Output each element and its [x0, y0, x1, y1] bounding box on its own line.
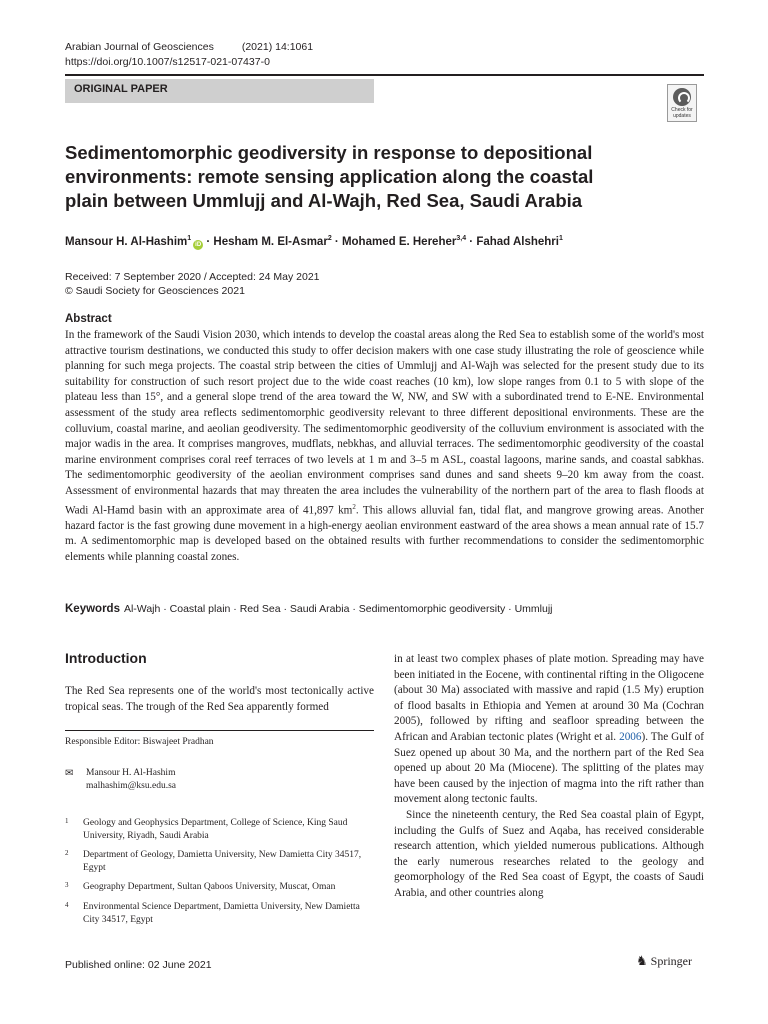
- published-date: Published online: 02 June 2021: [65, 959, 212, 971]
- keywords: [65, 602, 705, 617]
- journal-issue: (2021) 14:1061: [241, 41, 314, 53]
- contact-email[interactable]: malhashim@ksu.edu.sa: [86, 781, 177, 791]
- affiliation: [65, 881, 374, 894]
- author-affiliation-sup: 2: [327, 235, 332, 242]
- keywords-label: Keywords: [65, 603, 120, 615]
- journal-header: [65, 40, 313, 70]
- author-name[interactable]: Fahad Alshehri: [476, 236, 559, 248]
- introduction-paragraph: [394, 652, 704, 808]
- footnote-rule: [65, 730, 374, 731]
- author-name[interactable]: Mansour H. Al-Hashim: [65, 236, 188, 248]
- article-dates: [65, 271, 320, 298]
- contact-name: Mansour H. Al-Hashim: [86, 768, 176, 778]
- introduction-left-text: The Red Sea represents one of the world's most tectonically active tropical seas. The trough of the Red Sea apparently formed: [65, 685, 374, 713]
- intro-text: in at least two complex phases of plate motion. Spreading may have been initiated in the Eocene, with continental rifting in the Oligocene (about 30 Ma) associated with massive and rapid (1.5 My) eruption of flood basalts in Ethiopia and Yemen at around 30 Ma (Cochran 2005), followed by rifting and seafloor spreading between the African and Arabian tectonic plates (Wright et al.: [394, 653, 704, 743]
- envelope-icon: ✉: [65, 768, 74, 779]
- check-updates-icon: [673, 88, 691, 106]
- introduction-heading: Introduction: [65, 650, 147, 666]
- paper-title: Sedimentomorphic geodiversity in response to depositional environments: remote sensing application along the coastal plain between Ummlujj and Al-Wajh, Red Sea, Saudi Arabia: [65, 142, 594, 211]
- author-affiliation-sup: 1: [187, 235, 192, 242]
- received-accepted: Received: 7 September 2020 / Accepted: 24 May 2021: [65, 271, 320, 283]
- author-affiliation-sup: 1: [558, 235, 563, 242]
- affiliation-number: 1: [65, 817, 69, 825]
- citation-link[interactable]: 2006: [619, 730, 642, 743]
- affiliation-text: Department of Geology, Damietta University, New Damietta City 34517, Egypt: [83, 850, 362, 873]
- affiliation-text: Geography Department, Sultan Qaboos University, Muscat, Oman: [83, 882, 336, 892]
- intro-text: ). The Gulf of Suez opened up about 30 Ma, and the northern part of the Red Sea opened up about 20 Ma (Miocene). The splitting of the plates may have been caused by the injection of magma into the rift rather than movement along tectonic faults.: [394, 730, 704, 806]
- doi-link[interactable]: https://doi.org/10.1007/s12517-021-07437-0: [65, 56, 270, 68]
- abstract-superscript: 2: [352, 502, 356, 511]
- affiliation-number: 4: [65, 901, 69, 909]
- affiliation: [65, 849, 374, 875]
- affiliation: [65, 817, 374, 843]
- copyright: © Saudi Society for Geosciences 2021: [65, 284, 245, 297]
- affiliation-text: Environmental Science Department, Damietta University, New Damietta City 34517, Egypt: [83, 902, 360, 925]
- abstract-body: [65, 328, 704, 566]
- check-for-updates-badge[interactable]: [667, 84, 697, 122]
- author-name[interactable]: Hesham M. El-Asmar: [213, 236, 328, 248]
- affiliation-number: 3: [65, 881, 69, 889]
- abstract-text-part2: . This allows alluvial fan, tidal flat, and mangrove growing areas. Another hazard factor is the fast growing dune movement in a high-energy aeolian environment eastward of the area shows a mean annual rate of 15.7 m. A sedimentomorphic map is developed based on the obtained results with further recommendations to consider the sedimentomorphic elements while planning coastal zones.: [65, 504, 704, 564]
- affiliation: [65, 901, 374, 927]
- orcid-icon[interactable]: iD: [195, 242, 202, 248]
- corresponding-author: [65, 767, 176, 793]
- journal-name: Arabian Journal of Geosciences: [65, 41, 214, 53]
- abstract-text-part1: In the framework of the Saudi Vision 2030, which intends to develop the coastal areas along the Red Sea to establish some of the world's most attractive tourism destinations, we conducted this study to offer decision makers with one case study illustrating the role of geoscience while planning for such mega projects. The coastal strip between the cities of Ummlujj and Al-Wajh was selected for the present study due to its suitability for construction of such resort project due to the wide coast reaches (10 km), low slope ranges from 0.1 to 5 with slope of the plateau less than 15°, and a general slope trend of the area toward the W, NW, and SW with a subordinated trend to E-NE. Environmental assessment of the study area reflects sedimentomorphic geodiversity relevant to three different depositional environments. These are the colluvium, coastal marine, and aeolian geodiversity. The sedimentomorphic geodiversity of the colluvium environment is associated with the major wadis in the area. It comprises mangroves, mudflats, nebkhas, and alluvial terraces. The sedimentomorphic geodiversity of the coastal marine environment comprises coral reef terraces of two levels at 1 m and 3–5 m ASL, coastal lagoons, marine sands, and coastal sabkhas. The sedimentomorphic geodiversity of the aeolian environment comprises sand dunes and sand sheets 9–20 km away from the coast. Assessment of environmental hazards that may threaten the area includes the vulnerability of the northern part of the area to flash floods at Wadi Al-Hamd basin with an approximate area of 41,897 km: [65, 329, 704, 517]
- author-name[interactable]: Mohamed E. Hereher: [341, 236, 457, 248]
- abstract-heading: Abstract: [65, 313, 112, 325]
- paper-type-banner: ORIGINAL PAPER: [65, 79, 374, 103]
- keywords-list: Al-Wajh · Coastal plain · Red Sea · Saudi Arabia · Sedimentomorphic geodiversity · Ummlujj: [123, 603, 553, 615]
- publisher-name: Springer: [650, 954, 692, 968]
- springer-horse-icon: ♞: [636, 953, 648, 968]
- header-rule: [65, 74, 704, 76]
- author-list: Mansour H. Al-Hashim$^1$iD · Hesham M. El-Asmar$^2$ · Mohamed E. Hereher$^{3,4}$ · Fahad Alshehri$^1$: [65, 235, 563, 248]
- publisher-logo: [636, 953, 692, 969]
- affiliation-number: 2: [65, 849, 69, 857]
- affiliation-text: Geology and Geophysics Department, College of Science, King Saud University, Riyadh, Saudi Arabia: [83, 818, 348, 841]
- author-affiliation-sup: 3,4: [456, 235, 467, 242]
- introduction-right-column: [394, 652, 704, 902]
- introduction-paragraph: Since the nineteenth century, the Red Sea coastal plain of Egypt, including the Gulfs of Suez and Aqaba, has received considerable research attention, which yielded numerous publications. Although the early numerous researches related to the geology and geomorphology of the Red Sea coast of Egypt, the coasts of Saudi Arabia, and other countries along: [394, 808, 704, 899]
- check-updates-label: Check for updates: [671, 107, 693, 119]
- responsible-editor: Responsible Editor: Biswajeet Pradhan: [65, 737, 214, 747]
